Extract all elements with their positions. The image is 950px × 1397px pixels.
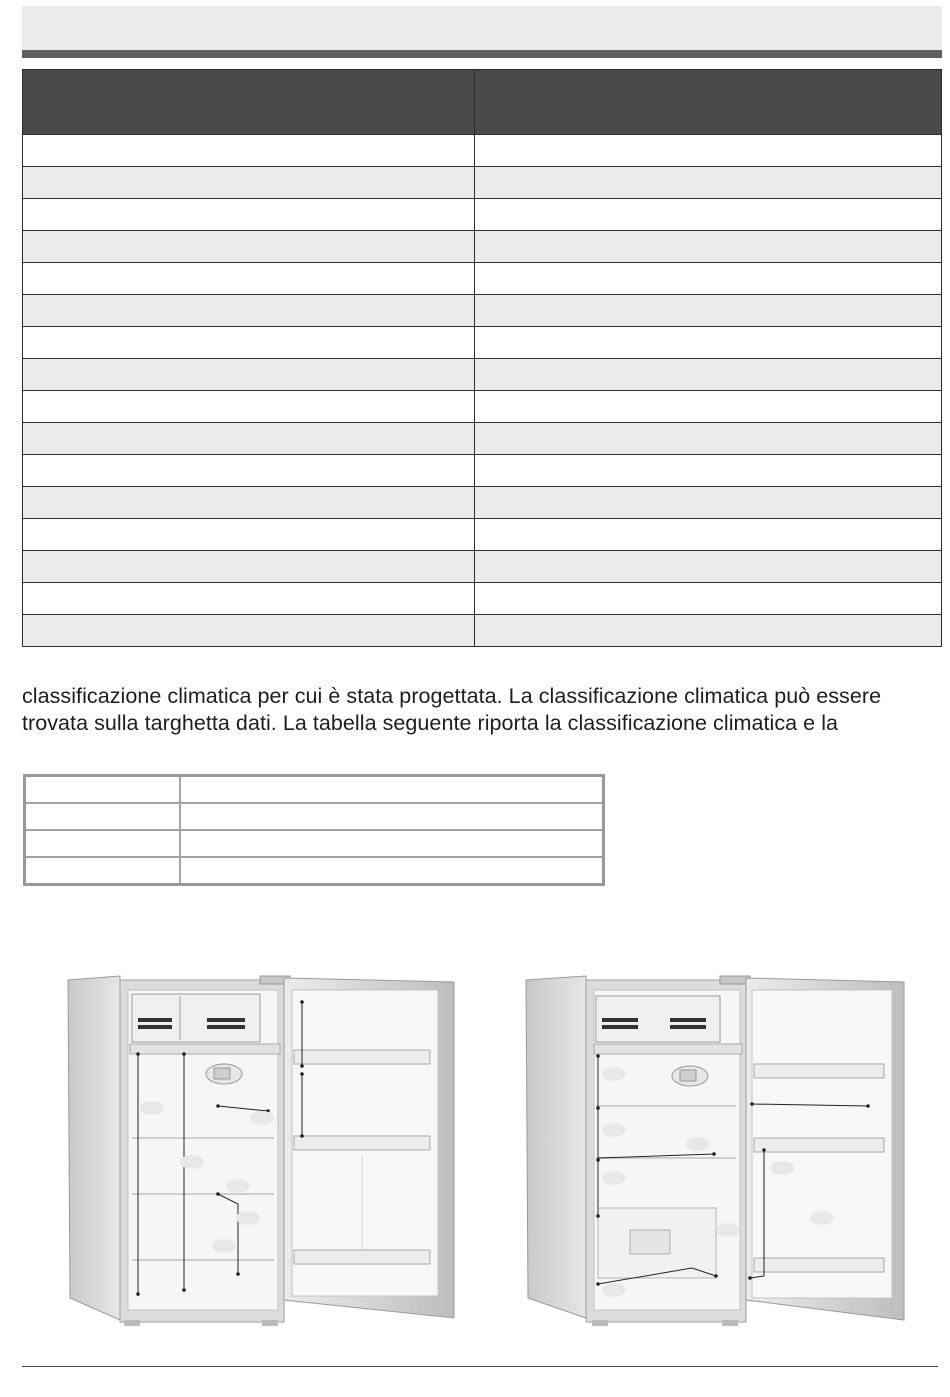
- fridge-right-svg: [522, 968, 912, 1338]
- table-row: [23, 263, 942, 295]
- table-header-cell: [23, 70, 475, 135]
- fridge-left-svg: [62, 968, 462, 1338]
- table-header-row: [23, 70, 942, 135]
- header-band: [22, 6, 942, 50]
- table-row: [25, 803, 604, 830]
- table-row: [25, 776, 604, 804]
- refrigerator-with-freezer-compartment-illustration: [62, 968, 462, 1338]
- footer-rule: [22, 1366, 938, 1367]
- table-row: [23, 583, 942, 615]
- climate-class-paragraph: [22, 683, 946, 737]
- table-row: [23, 519, 942, 551]
- refrigerator-with-icebox-and-crisper-illustration: [522, 968, 912, 1338]
- table-row: [25, 857, 604, 885]
- table-row: [23, 423, 942, 455]
- specifications-table: [22, 69, 942, 647]
- table-row: [23, 135, 942, 167]
- table-row: [23, 295, 942, 327]
- table-header-cell: [475, 70, 942, 135]
- table-row: [23, 391, 942, 423]
- table-row: [23, 551, 942, 583]
- table-row: [23, 359, 942, 391]
- table-row: [23, 455, 942, 487]
- climate-class-table: [23, 774, 605, 886]
- paragraph-line: classificazione climatica per cui è stata progettata. La classificazione climatica può essere: [22, 684, 882, 708]
- table-row: [23, 199, 942, 231]
- table-row: [23, 615, 942, 647]
- table-row: [23, 231, 942, 263]
- table-row: [23, 167, 942, 199]
- paragraph-line: trovata sulla targhetta dati. La tabella seguente riporta la classificazione climatica e la: [22, 711, 839, 735]
- table-row: [25, 830, 604, 857]
- table-row: [23, 487, 942, 519]
- table-row: [23, 327, 942, 359]
- header-rule: [22, 50, 942, 58]
